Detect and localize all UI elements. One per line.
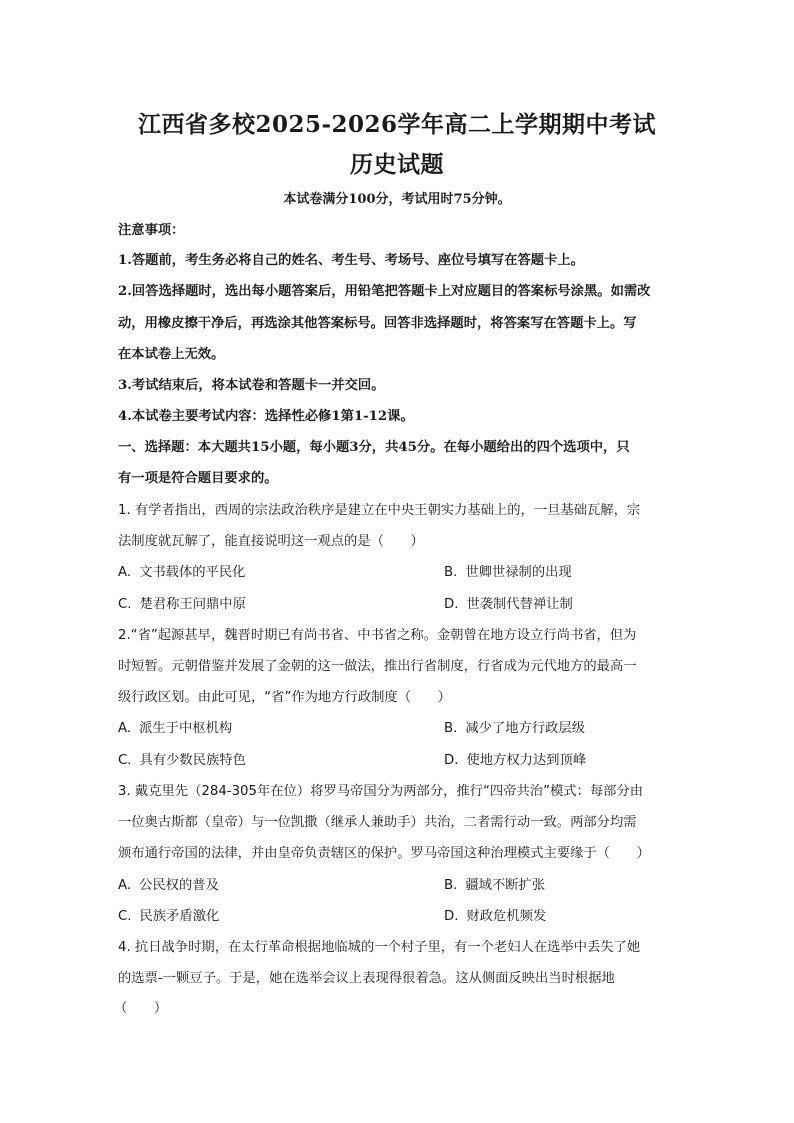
note-item-2-line-1: 2.回答选择题时，选出每小题答案后，用铅笔把答题卡上对应题目的答案标号涂黑。如需改: [118, 284, 651, 299]
note-item-3: 3.考试结束后，将本试卷和答题卡一并交回。: [118, 378, 385, 393]
option-a: [118, 561, 245, 580]
option-letter: B.: [444, 565, 458, 580]
question-text-line: 颁布通行帝国的法律，并由皇帝负责辖区的保护。罗马帝国这种治理模式主要缘于（ ）: [118, 846, 650, 861]
notes-heading: 注意事项：: [118, 223, 185, 238]
exam-info: 本试卷满分100分，考试用时75分钟。: [283, 192, 511, 207]
option-letter: D.: [444, 753, 459, 768]
note-item-2-line-2: 动，用橡皮擦干净后，再选涂其他答案标号。回答非选择题时，将答案写在答题卡上。写: [118, 316, 637, 331]
question-text-line: 2.“省”起源甚早，魏晋时期已有尚书省、中书省之称。金朝曾在地方设立行尚书省，但为: [118, 628, 637, 643]
question-text-line: 4. 抗日战争时期，在太行革命根据地临城的一个村子里，有一个老妇人在选举中丢失了她: [118, 940, 641, 955]
option-text: 文书载体的平民化: [139, 565, 246, 580]
question-text-line: （ ）: [114, 1001, 168, 1016]
option-letter: B.: [444, 878, 458, 893]
question-text-line: 法制度就瓦解了，能直接说明这一观点的是（ ）: [118, 534, 424, 549]
note-item-4: 4.本试卷主要考试内容：选择性必修1第1-12课。: [118, 409, 414, 424]
option-text: 具有少数民族特色: [139, 753, 246, 768]
question-text-line: 一位奥古斯都（皇帝）与一位凯撒（继承人兼助手）共治，二者需行动一致。两部分均需: [118, 815, 637, 830]
question-text-line: 的选票-一颗豆子。于是，她在选举会议上表现得很着急。这从侧面反映出当时根据地: [118, 971, 615, 986]
option-letter: D.: [444, 597, 459, 612]
option-letter: B.: [444, 721, 458, 736]
option-text: 世袭制代替禅让制: [466, 597, 573, 612]
option-d: [444, 593, 573, 612]
option-text: 财政危机频发: [466, 909, 547, 924]
option-letter: A.: [118, 565, 132, 580]
question-text-line: 3. 戴克里先（284-305年在位）将罗马帝国分为两部分，推行“四帝共治”模式：每部分由: [118, 784, 644, 799]
note-item-1: 1.答题前，考生务必将自己的姓名、考生号、考场号、座位号填写在答题卡上。: [118, 253, 584, 268]
section-heading-line-1: 一、选择题：本大题共15小题，每小题3分，共45分。在每小题给出的四个选项中，只: [118, 440, 630, 455]
option-letter: C.: [118, 753, 132, 768]
section-heading-line-2: 有一项是符合题目要求的。: [118, 471, 278, 486]
subject-title: 历史试题: [350, 151, 444, 178]
option-a: [118, 874, 219, 893]
option-b: [444, 561, 572, 580]
question-text-line: 时短暂。元朝借鉴并发展了金朝的这一做法，推出行省制度，行省成为元代地方的最高一: [118, 659, 637, 674]
option-c: [118, 593, 246, 612]
option-text: 使地方权力达到顶峰: [466, 753, 587, 768]
option-b: [444, 717, 585, 736]
exam-title: 江西省多校2025-2026学年高二上学期期中考试: [137, 111, 657, 138]
option-text: 派生于中枢机构: [139, 721, 233, 736]
note-item-2-line-3: 在本试卷上无效。: [118, 347, 225, 362]
option-letter: C.: [118, 597, 132, 612]
option-d: [444, 749, 586, 768]
question-text-line: 1. 有学者指出，西周的宗法政治秩序是建立在中央王朝实力基础上的，一旦基础瓦解，宗: [118, 503, 641, 518]
option-b: [444, 874, 545, 893]
option-text: 公民权的普及: [139, 878, 219, 893]
option-c: [118, 749, 246, 768]
option-letter: A.: [118, 721, 132, 736]
option-text: 疆域不断扩张: [465, 878, 546, 893]
option-letter: C.: [118, 909, 132, 924]
option-letter: D.: [444, 909, 459, 924]
option-text: 楚君称王问鼎中原: [139, 597, 246, 612]
option-d: [444, 905, 546, 924]
option-c: [118, 905, 219, 924]
option-text: 减少了地方行政层级: [465, 721, 586, 736]
option-text: 民族矛盾激化: [139, 909, 220, 924]
question-text-line: 级行政区划。由此可见，“省”作为地方行政制度（ ）: [118, 690, 451, 705]
option-a: [118, 717, 232, 736]
option-letter: A.: [118, 878, 132, 893]
option-text: 世卿世禄制的出现: [465, 565, 572, 580]
